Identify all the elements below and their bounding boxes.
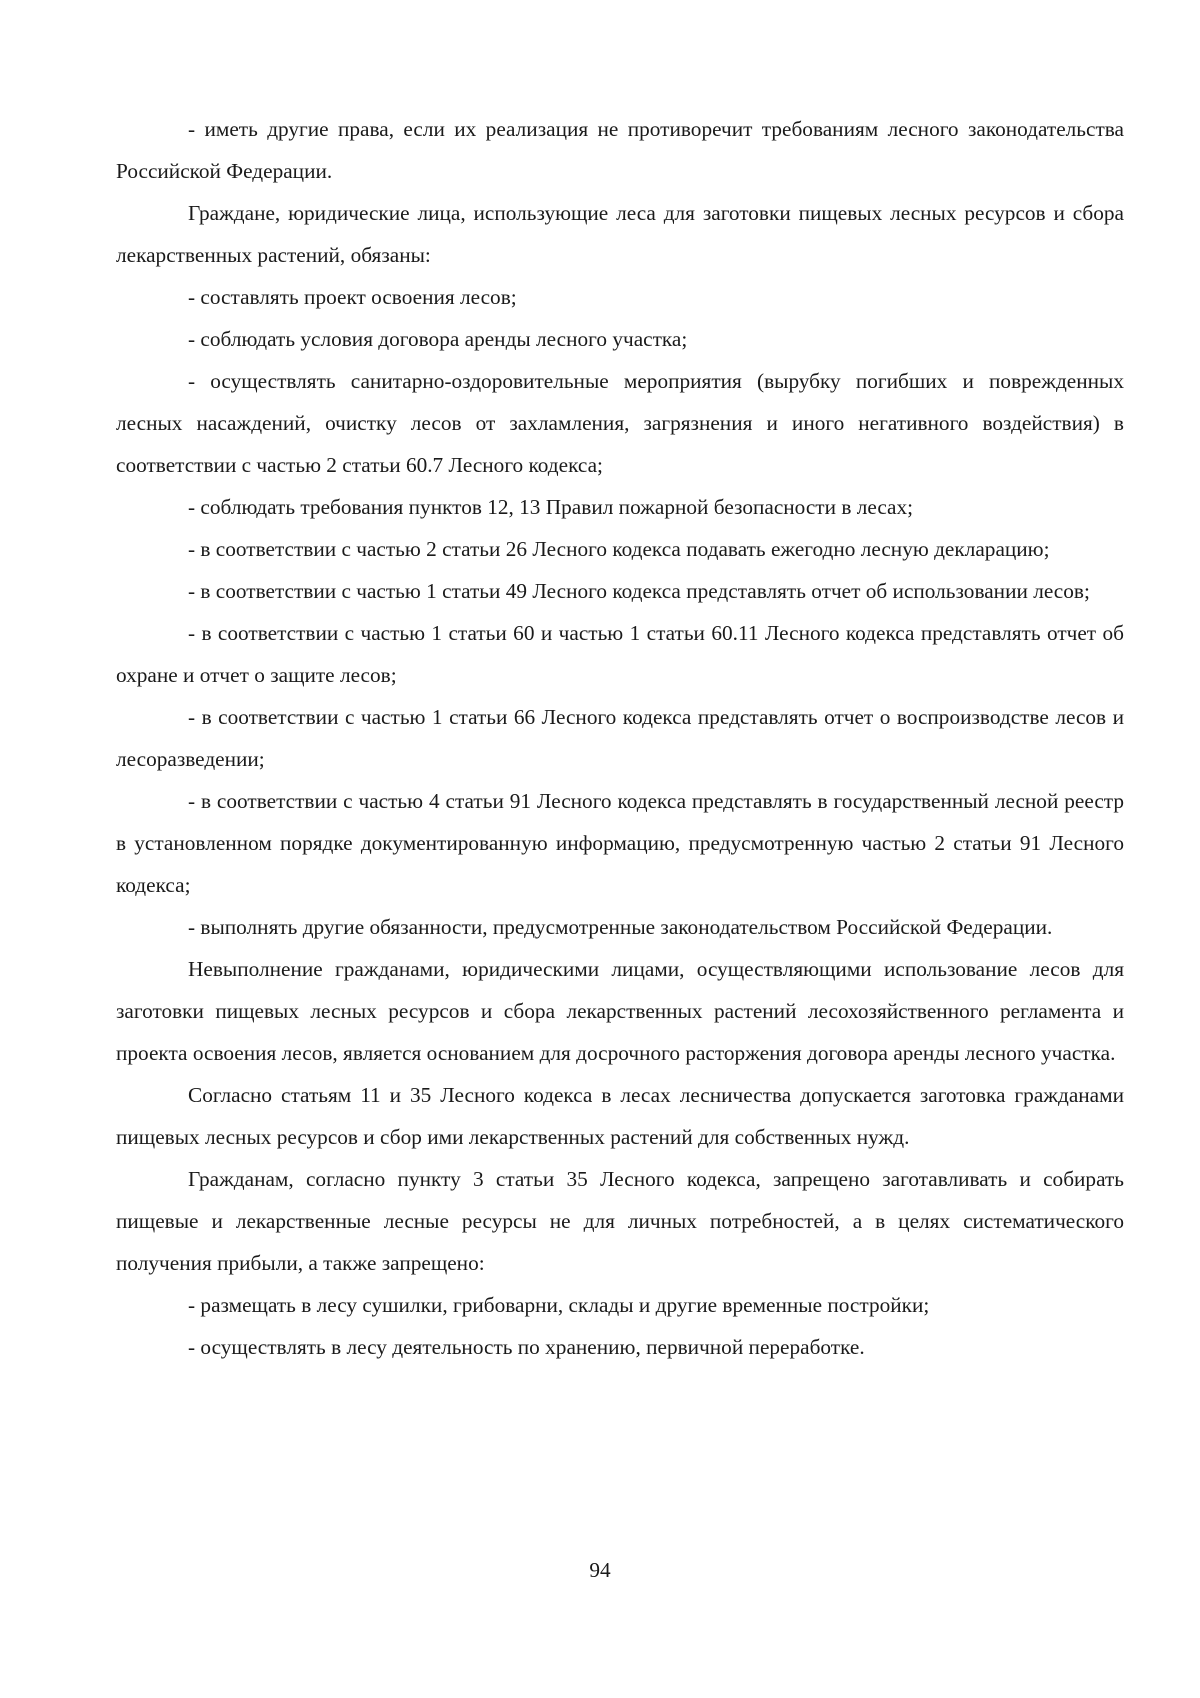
paragraph: - иметь другие права, если их реализация не противоречит требованиям лесного законодательства Российской Федерации. (116, 117, 1124, 183)
paragraph: - осуществлять в лесу деятельность по хранению, первичной переработке. (188, 1335, 865, 1359)
paragraph: Гражданам, согласно пункту 3 статьи 35 Лесного кодекса, запрещено заготавливать и собирать пищевые и лекарственные лесные ресурсы не для личных потребностей, а в целях систематического получения прибыли, а также запрещено: (116, 1167, 1124, 1275)
paragraph: - соблюдать требования пунктов 12, 13 Правил пожарной безопасности в лесах; (188, 495, 914, 519)
paragraph: - составлять проект освоения лесов; (188, 285, 517, 309)
document-body (116, 108, 1124, 1368)
paragraph: - в соответствии с частью 1 статьи 66 Лесного кодекса представлять отчет о воспроизводстве лесов и лесоразведении; (116, 705, 1124, 771)
page-number: 94 (589, 1558, 611, 1582)
paragraph: - в соответствии с частью 1 статьи 49 Лесного кодекса представлять отчет об использовании лесов; (188, 579, 1090, 603)
paragraph: - в соответствии с частью 1 статьи 60 и частью 1 статьи 60.11 Лесного кодекса представлять отчет об охране и отчет о защите лесов; (116, 621, 1124, 687)
paragraph: - выполнять другие обязанности, предусмотренные законодательством Российской Федерации. (188, 915, 1053, 939)
paragraph: Невыполнение гражданами, юридическими лицами, осуществляющими использование лесов для заготовки пищевых лесных ресурсов и сбора лекарственных растений лесохозяйственного регламента и проекта освоения лесов, является основанием для досрочного расторжения договора аренды лесного участка. (116, 957, 1124, 1065)
paragraph: - в соответствии с частью 4 статьи 91 Лесного кодекса представлять в государственный лесной реестр в установленном порядке документированную информацию, предусмотренную частью 2 статьи 91 Лесного кодекса; (116, 789, 1124, 897)
paragraph: - осуществлять санитарно-оздоровительные мероприятия (вырубку погибших и поврежденных лесных насаждений, очистку лесов от захламления, загрязнения и иного негативного воздействия) в соответствии с частью 2 статьи 60.7 Лесного кодекса; (116, 369, 1124, 477)
paragraph: - в соответствии с частью 2 статьи 26 Лесного кодекса подавать ежегодно лесную декларацию; (188, 537, 1050, 561)
paragraph: - соблюдать условия договора аренды лесного участка; (188, 327, 688, 351)
paragraph: Согласно статьям 11 и 35 Лесного кодекса в лесах лесничества допускается заготовка гражданами пищевых лесных ресурсов и сбор ими лекарственных растений для собственных нужд. (116, 1083, 1124, 1149)
paragraph: - размещать в лесу сушилки, грибоварни, склады и другие временные постройки; (188, 1293, 930, 1317)
paragraph: Граждане, юридические лица, использующие леса для заготовки пищевых лесных ресурсов и сбора лекарственных растений, обязаны: (116, 201, 1124, 267)
